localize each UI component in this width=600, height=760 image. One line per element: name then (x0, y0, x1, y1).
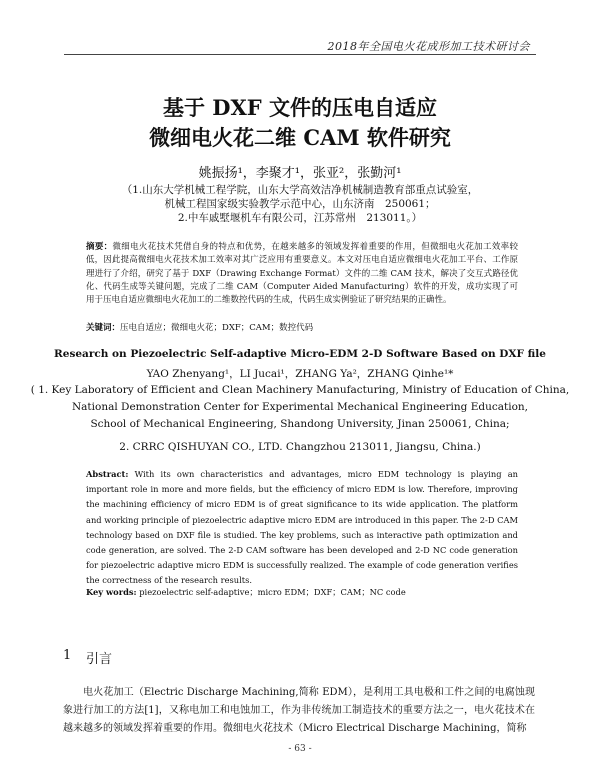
authors-en: YAO Zhenyang¹，LI Jucai¹，ZHANG Ya²，ZHANG Qinhe¹* (146, 368, 454, 380)
abstract-cn-label: 摘要： (86, 242, 113, 252)
keywords-en-label: Key words: (86, 587, 137, 597)
section-paragraph-text: 电火花加工（Electric Discharge Machining,简称 EDM），是利用工具电极和工件之间的电腐蚀现象进行加工的方法[1]，又称电加工和电蚀加工，作为非传统加工制造技术的重要方法之一，电火花技术在越来越多的领域发挥着重要的作用。微细电火花技术（Micro Electrical Discharge Machining，简称 (63, 687, 535, 734)
keywords-cn-text: 压电自适应；微细电火花；DXF；CAM；数控代码 (120, 323, 314, 333)
abstract-cn (86, 241, 518, 307)
affiliation-en-line-3: School of Mechanical Engineering, Shandong University, Jinan 250061, China; (90, 418, 510, 430)
keywords-en-text: piezoelectric self-adaptive；micro EDM；DXF；CAM；NC code (139, 587, 406, 597)
affiliation-cn-line-3: 2.中车戚墅堰机车有限公司，江苏常州 213011。） (177, 212, 423, 224)
affiliation-en-line-1: ( 1. Key Laboratory of Efficient and Clean Machinery Manufacturing, Ministry of Education of China, (30, 384, 570, 396)
affiliation-cn-line-2: 机械工程国家级实验教学示范中心，山东济南 250061； (164, 198, 436, 210)
running-header: 2018年全国电火花成形加工技术研讨会 (327, 40, 530, 53)
abstract-cn-text: 微细电火花技术凭借自身的特点和优势，在越来越多的领域发挥着重要的作用，但微细电火花加工效率较低，因此提高微细电火花技术加工效率对其广泛应用有重要意义。本文对压电自适应微细电火花加工平台、工作原理进行了介绍，研究了基于 DXF（Drawing Exchange Format）文件的二维 CAM 技术，解决了交互式路径优化、代码生成等关键问题，完成了二维 CAM（Computer Aided Manufacturing）软件的开发，成功实现了可用于压电自适应微细电火花加工的二维数控代码的生成，代码生成实例验证了研究结果的正确性。 (86, 242, 518, 306)
affiliation-en-line-2: National Demonstration Center for Experimental Mechanical Engineering Education, (71, 401, 528, 413)
paper-title-line-1: 基于 DXF 文件的压电自适应 (162, 95, 438, 120)
section-paragraph (63, 684, 535, 738)
section-title: 引言 (86, 652, 113, 667)
page-number: - 63 - (288, 744, 312, 754)
abstract-en-label: Abstract: (86, 469, 129, 479)
paper-title-en: Research on Piezoelectric Self-adaptive Micro-EDM 2-D Software Based on DXF file (54, 348, 546, 360)
keywords-cn-label: 关键词： (86, 323, 121, 333)
keywords-cn (86, 321, 313, 333)
header-rule (64, 54, 536, 55)
abstract-en-text: With its own characteristics and advantages, micro EDM technology is playing an important role in more and more fields, but the efficiency of micro EDM is low. Therefore, improving the machining efficiency of micro EDM is of great significance to its wide application. The platform and working principle of piezoelectric adaptive micro EDM are introduced in this paper. The 2-D CAM technology based on DXF file is studied. The key problems, such as interactive path optimization and code generation, are solved. The 2-D CAM software has been developed and 2-D NC code generation for piezoelectric adaptive micro EDM is successfully realized. The example of code generation verifies the correctness of the research results. (86, 469, 518, 586)
keywords-en (86, 586, 406, 598)
affiliation-cn-line-1: （1.山东大学机械工程学院，山东大学高效洁净机械制造教育部重点试验室， (121, 184, 479, 196)
authors-cn: 姚振扬¹，李聚才¹，张亚²，张勤河¹ (198, 166, 402, 181)
section-number: 1 (63, 648, 72, 663)
affiliation-en-line-4: 2. CRRC QISHUYAN CO., LTD. Changzhou 213011, Jiangsu, China.) (119, 441, 481, 453)
paper-title-line-2: 微细电火花二维 CAM 软件研究 (149, 125, 451, 150)
abstract-en (86, 467, 518, 589)
